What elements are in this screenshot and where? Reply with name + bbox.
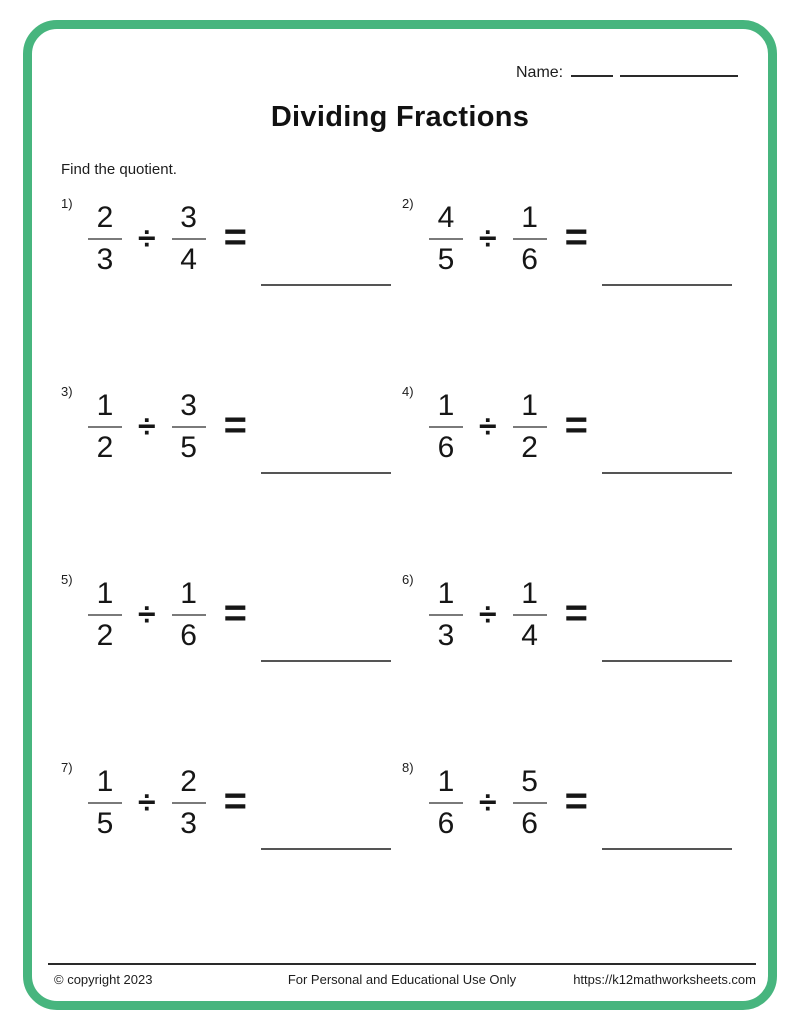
fraction-bar — [88, 426, 122, 428]
fraction-bar — [429, 614, 463, 616]
footer-copyright: © copyright 2023 — [54, 972, 153, 987]
expression — [427, 578, 742, 652]
fraction-bar — [513, 802, 547, 804]
problem-number: 4) — [402, 384, 414, 399]
denominator: 6 — [180, 619, 197, 652]
problem-number: 5) — [61, 572, 73, 587]
division-sign: ÷ — [138, 783, 156, 820]
equals-sign: = — [223, 214, 247, 259]
equals-sign: = — [564, 402, 588, 447]
expression — [86, 766, 401, 840]
fraction-dividend — [86, 578, 124, 652]
numerator: 1 — [96, 389, 114, 422]
denominator: 5 — [96, 807, 114, 840]
problems-grid — [60, 194, 744, 946]
fraction-bar — [513, 238, 547, 240]
answer-blank[interactable] — [261, 472, 391, 474]
fraction-divisor — [511, 766, 549, 840]
denominator: 4 — [180, 243, 197, 276]
division-sign: ÷ — [479, 219, 497, 256]
fraction-divisor — [170, 202, 208, 276]
fraction-divisor — [170, 766, 208, 840]
division-sign: ÷ — [479, 783, 497, 820]
fraction-bar — [172, 238, 206, 240]
expression — [86, 578, 401, 652]
numerator: 1 — [96, 765, 114, 798]
fraction-bar — [172, 802, 206, 804]
numerator: 1 — [437, 389, 455, 422]
denominator: 5 — [180, 431, 197, 464]
expression — [427, 766, 742, 840]
problem-6 — [401, 570, 742, 758]
expression — [427, 202, 742, 276]
equals-sign: = — [564, 778, 588, 823]
instruction-text: Find the quotient. — [61, 161, 177, 178]
denominator: 6 — [521, 807, 538, 840]
answer-blank[interactable] — [261, 284, 391, 286]
problem-4 — [401, 382, 742, 570]
denominator: 6 — [437, 807, 455, 840]
fraction-dividend — [86, 202, 124, 276]
fraction-dividend — [86, 766, 124, 840]
footer-url: https://k12mathworksheets.com — [573, 972, 756, 987]
problem-8 — [401, 758, 742, 946]
denominator: 2 — [521, 431, 538, 464]
answer-blank[interactable] — [261, 848, 391, 850]
division-sign: ÷ — [138, 219, 156, 256]
fraction-divisor — [170, 390, 208, 464]
problem-5 — [60, 570, 401, 758]
fraction-bar — [513, 614, 547, 616]
denominator: 3 — [437, 619, 455, 652]
fraction-divisor — [511, 202, 549, 276]
fraction-bar — [429, 802, 463, 804]
problem-number: 2) — [402, 196, 414, 211]
numerator: 1 — [521, 201, 538, 234]
denominator: 4 — [521, 619, 538, 652]
fraction-bar — [88, 614, 122, 616]
problem-number: 3) — [61, 384, 73, 399]
fraction-bar — [88, 238, 122, 240]
denominator: 3 — [96, 243, 114, 276]
numerator: 3 — [180, 389, 197, 422]
footer-divider — [48, 963, 756, 965]
fraction-dividend — [427, 766, 465, 840]
fraction-dividend — [427, 390, 465, 464]
division-sign: ÷ — [138, 407, 156, 444]
name-label: Name: — [516, 64, 564, 81]
fraction-dividend — [427, 202, 465, 276]
numerator: 1 — [96, 577, 114, 610]
expression — [427, 390, 742, 464]
numerator: 1 — [437, 765, 455, 798]
problem-number: 7) — [61, 760, 73, 775]
equals-sign: = — [564, 590, 588, 635]
fraction-dividend — [427, 578, 465, 652]
equals-sign: = — [564, 214, 588, 259]
footer-usage-note: For Personal and Educational Use Only — [287, 972, 517, 987]
footer — [48, 972, 756, 992]
numerator: 4 — [437, 201, 455, 234]
fraction-bar — [429, 238, 463, 240]
numerator: 1 — [180, 577, 197, 610]
fraction-bar — [429, 426, 463, 428]
problem-1 — [60, 194, 401, 382]
problem-number: 6) — [402, 572, 414, 587]
name-blank-line[interactable] — [571, 60, 613, 77]
fraction-divisor — [511, 390, 549, 464]
numerator: 1 — [437, 577, 455, 610]
denominator: 2 — [96, 431, 114, 464]
fraction-bar — [172, 426, 206, 428]
denominator: 5 — [437, 243, 455, 276]
denominator: 3 — [180, 807, 197, 840]
numerator: 5 — [521, 765, 538, 798]
numerator: 2 — [96, 201, 114, 234]
fraction-divisor — [511, 578, 549, 652]
denominator: 6 — [521, 243, 538, 276]
division-sign: ÷ — [479, 407, 497, 444]
division-sign: ÷ — [479, 595, 497, 632]
answer-blank[interactable] — [602, 848, 732, 850]
answer-blank[interactable] — [261, 660, 391, 662]
problem-7 — [60, 758, 401, 946]
answer-blank[interactable] — [602, 284, 732, 286]
numerator: 1 — [521, 577, 538, 610]
problem-2 — [401, 194, 742, 382]
problem-3 — [60, 382, 401, 570]
expression — [86, 390, 401, 464]
fraction-dividend — [86, 390, 124, 464]
problem-number: 1) — [61, 196, 73, 211]
fraction-bar — [513, 426, 547, 428]
expression — [86, 202, 401, 276]
equals-sign: = — [223, 590, 247, 635]
equals-sign: = — [223, 778, 247, 823]
equals-sign: = — [223, 402, 247, 447]
name-row — [516, 60, 738, 82]
fraction-bar — [88, 802, 122, 804]
page-title: Dividing Fractions — [270, 101, 530, 133]
division-sign: ÷ — [138, 595, 156, 632]
numerator: 2 — [180, 765, 197, 798]
fraction-divisor — [170, 578, 208, 652]
denominator: 6 — [437, 431, 455, 464]
fraction-bar — [172, 614, 206, 616]
answer-blank[interactable] — [602, 660, 732, 662]
numerator: 1 — [521, 389, 538, 422]
numerator: 3 — [180, 201, 197, 234]
denominator: 2 — [96, 619, 114, 652]
problem-number: 8) — [402, 760, 414, 775]
name-blank-line[interactable] — [620, 60, 738, 77]
answer-blank[interactable] — [602, 472, 732, 474]
